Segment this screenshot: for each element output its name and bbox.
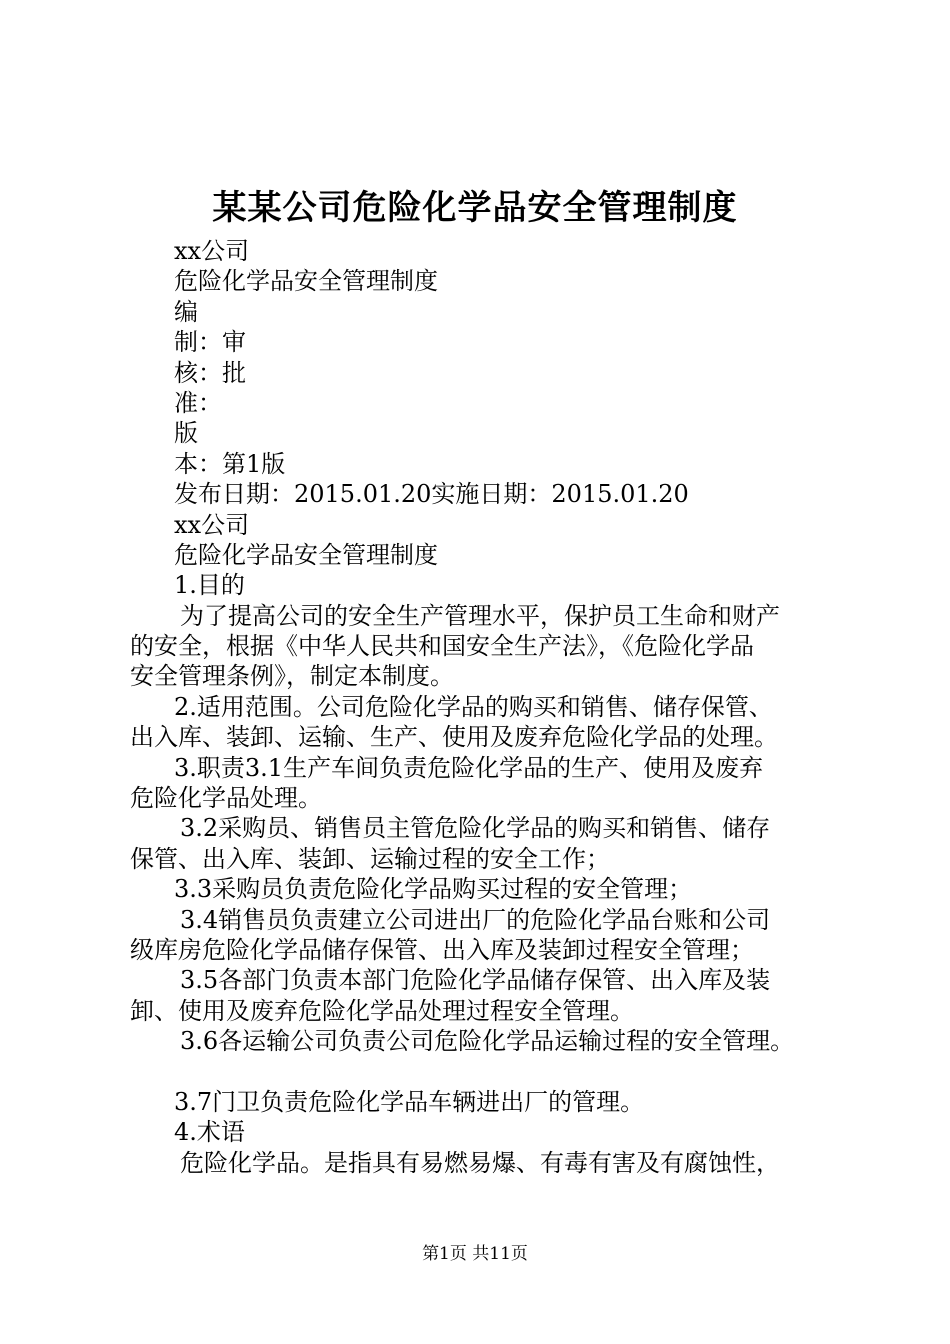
paragraph-line: 3.职责3.1生产车间负责危险化学品的生产、使用及废弃 bbox=[174, 753, 764, 782]
paragraph-line: 危险化学品。是指具有易燃易爆、有毒有害及有腐蚀性， bbox=[180, 1148, 780, 1177]
paragraph-line: 保管、出入库、装卸、运输过程的安全工作； bbox=[130, 844, 610, 873]
paragraph-line: 的安全，根据《中华人民共和国安全生产法》，《危险化学品 bbox=[130, 632, 754, 661]
text-line-version: 版 bbox=[174, 419, 198, 448]
paragraph-line: 危险化学品处理。 bbox=[130, 784, 322, 813]
paragraph-line: 为了提高公司的安全生产管理水平，保护员工生命和财产 bbox=[180, 601, 780, 630]
section-heading-terms: 4.术语 bbox=[174, 1118, 245, 1147]
page-footer: 第1页 共11页 bbox=[422, 1244, 528, 1264]
paragraph-line: 安全管理条例》，制定本制度。 bbox=[130, 662, 454, 691]
paragraph-line: 3.4销售员负责建立公司进出厂的危险化学品台账和公司 bbox=[180, 905, 771, 934]
text-line-approve-cont: 准： bbox=[174, 388, 222, 417]
paragraph-line: 2.适用范围。公司危险化学品的购买和销售、储存保管、 bbox=[174, 692, 773, 721]
text-line-subtitle: 危险化学品安全管理制度 bbox=[174, 267, 438, 296]
text-line-compile: 编 bbox=[174, 297, 198, 326]
paragraph-line: 3.7门卫负责危险化学品车辆进出厂的管理。 bbox=[174, 1087, 645, 1116]
paragraph-line: 3.3采购员负责危险化学品购买过程的安全管理； bbox=[174, 875, 693, 904]
text-line-company-2: xx公司 bbox=[174, 510, 250, 539]
paragraph-line: 出入库、装卸、运输、生产、使用及废弃危险化学品的处理。 bbox=[130, 723, 778, 752]
blank-line bbox=[130, 1057, 842, 1087]
section-heading-purpose: 1.目的 bbox=[174, 571, 245, 600]
text-line-review: 制：审 bbox=[174, 328, 246, 357]
paragraph-line: 卸、使用及废弃危险化学品处理过程安全管理。 bbox=[130, 996, 634, 1025]
document-title: 某某公司危险化学品安全管理制度 bbox=[212, 188, 738, 228]
document-body bbox=[130, 236, 842, 1178]
text-line-subtitle-2: 危险化学品安全管理制度 bbox=[174, 540, 438, 569]
text-line-company: xx公司 bbox=[174, 237, 250, 265]
text-line-dates: 发布日期：2015.01.20实施日期：2015.01.20 bbox=[174, 480, 689, 509]
text-line-version-number: 本：第1版 bbox=[174, 449, 286, 478]
text-line-approve: 核：批 bbox=[174, 358, 246, 387]
paragraph-line: 3.5各部门负责本部门危险化学品储存保管、出入库及装 bbox=[180, 966, 771, 995]
paragraph-line: 3.6各运输公司负责公司危险化学品运输过程的安全管理。 bbox=[180, 1027, 795, 1056]
paragraph-line: 级库房危险化学品储存保管、出入库及装卸过程安全管理； bbox=[130, 935, 754, 964]
paragraph-line: 3.2采购员、销售员主管危险化学品的购买和销售、储存 bbox=[180, 814, 771, 843]
